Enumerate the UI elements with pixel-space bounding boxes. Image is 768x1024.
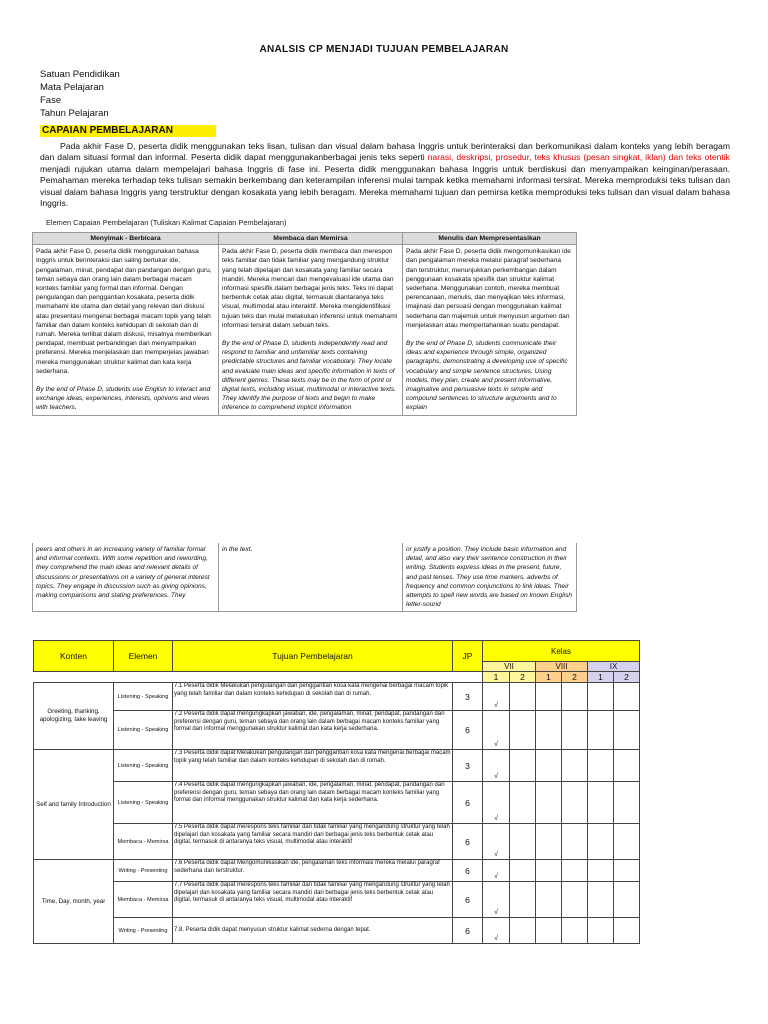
cp-text-en: By the end of Phase D, students communicate their ideas and experience through simple, organized paragraphs, demonstrating a developing use of specific vocabulary and simple sentence structures. Using models, they plan, create and present informative, imaginative and persuasive texts in simple and compound sentences to structure arguments and to explain xyxy=(406,340,568,412)
table-row xyxy=(34,711,640,750)
elemen-cell: Writing - Presenting xyxy=(114,918,173,944)
elemen-cell: Listening - Speaking xyxy=(114,750,173,782)
tp-header-tujuan: Tujuan Pembelajaran xyxy=(173,641,453,672)
cp-cont-menulis: or justify a position. They include basic information and detail, and also vary their sentence construction in their writing. Students express ideas in the present, future, and past tenses. They use time markers, adverbs of frequency and common conjunctions to link ideas. Their attempts to spell new words are based on known English letter-sound xyxy=(403,543,577,612)
document-title: ANALSIS CP MENJADI TUJUAN PEMBELAJARAN xyxy=(259,44,509,55)
jp-cell: 6 xyxy=(453,824,483,860)
cp-paragraph xyxy=(40,141,730,209)
cp-cell-membaca xyxy=(219,245,403,415)
cp-cell-menyimak xyxy=(33,245,219,415)
check-mark: √ xyxy=(483,824,510,860)
cp-para-b: menjadi rujukan utama dalam mempelajari bahasa Inggris di fase ini. Peserta didik menggunakan bahasa Inggris untuk berdiskusi dan menyampaikan keinginan/perasaan. Pemahaman mereka terhadap teks tulisan semakin berkembang dan keterampilan inferensi mulai tampak ketika memahami informasi tersirat. Mereka memproduksi teks tulisan dan visual dalam bahasa Inggris yang terstruktur dengan kosakata yang lebih beragam. Mereka memahami tujuan dan pemirsa ketika memproduksi teks tulisan dan visual dalam bahasa Inggris. xyxy=(40,163,730,209)
tp-cell: 7.3 Peserta didik dapat Melakukan pengulangan dan penggantian kosa kata mengenai berbagai macam topik yang telah familiar dan dalam konteks kehidupan di sekolah dan di rumah. xyxy=(173,750,453,782)
meta-tahun: Tahun Pelajaran xyxy=(40,108,109,119)
elemen-cell: Listening - Speaking xyxy=(114,782,173,824)
tp-cell: 7.4 Peserta didik dapat mengungkapkan jawaban, ide, pengalaman, minat, pendapat, pandangan dan preferensi dengan guru, teman sebaya dan orang lain dalam berbagai macam konteks familiar yang formal dan informal menggunakan struktur kalimat dan kata kerja sederhana. xyxy=(173,782,453,824)
elemen-cell: Listening - Speaking xyxy=(114,683,173,711)
table-row xyxy=(34,882,640,918)
check-mark: √ xyxy=(483,750,510,782)
check-mark: √ xyxy=(483,882,510,918)
tp-cell: 7.5 Peserta didik dapat merespons teks familiar dan tidak familiar yang mengandung struktur yang telah dipelajari dan kosakata yang familiar secara mandiri dari berbagai jenis teks berbentuk cetak atau digital, termasuk di antaranya teks visual, multimodal atau interaktif xyxy=(173,824,453,860)
tp-header-konten: Konten xyxy=(34,641,114,672)
cp-table-part1 xyxy=(32,232,578,454)
elemen-cell: Membaca - Memirsa xyxy=(114,824,173,860)
elemen-caption: Elemen Capaian Pembelajaran (Tuliskan Kalimat Capaian Pembelajaran) xyxy=(46,218,287,227)
tp-header-elemen: Elemen xyxy=(114,641,173,672)
grade-ix: IX xyxy=(588,662,640,672)
tp-cell: 7.1 Peserta didik Melakukan pengulangan dan penggantian kosa kata mengenai berbagai macam topik yang telah familiar dan dalam konteks kehidupan di sekolah dan di rumah. xyxy=(173,683,453,711)
tp-cell: 7.2 Peserta didik dapat mengungkapkan jawaban, ide, pengalaman, minat, pendapat, pandangan dan preferensi dengan guru, teman sebaya dan orang lain dalam berbagai macam konteks familiar yang formal dan informal menggunakan struktur kalimat dan kata kerja sederhana. xyxy=(173,711,453,750)
cp-cont-membaca: in the text. xyxy=(219,543,403,612)
meta-fase: Fase xyxy=(40,95,62,106)
sem-viii-1: 1 xyxy=(536,672,562,683)
jp-cell: 6 xyxy=(453,860,483,882)
sem-vii-2: 2 xyxy=(510,672,536,683)
cp-cell-menulis xyxy=(403,245,577,415)
sem-viii-2: 2 xyxy=(562,672,588,683)
check-mark: √ xyxy=(483,711,510,750)
jp-cell: 6 xyxy=(453,782,483,824)
cp-header-membaca: Membaca dan Memirsa xyxy=(219,233,403,245)
table-row xyxy=(34,824,640,860)
section-heading: CAPAIAN PEMBELAJARAN xyxy=(40,125,216,137)
grade-viii: VIII xyxy=(536,662,588,672)
meta-fields xyxy=(40,68,120,120)
table-row xyxy=(34,918,640,944)
elemen-cell: Writing - Presenting xyxy=(114,860,173,882)
check-mark: √ xyxy=(483,918,510,944)
table-row xyxy=(34,750,640,782)
grade-vii: VII xyxy=(483,662,536,672)
cp-header-menulis: Menulis dan Mempresentasikan xyxy=(403,233,577,245)
cp-table-continued xyxy=(32,543,577,612)
cp-text-id: Pada akhir Fase D, peserta didik mengomunikasikan ide dan pengalaman mereka melalui paragraf sederhana dan terstruktur, menunjukkan perkembangan dalam penggunaan kosakata spesifik dan struktur kalimat sederhana. Menggunakan contoh, mereka membuat perencanaan, menulis, dan menyajikan teks informasi, imajinasi dan persuasi dengan menggunakan kalimat sederhana dan majemuk untuk menyusun argumen dan menjelaskan atau mempertahankan suatu pendapat. xyxy=(406,248,571,329)
konten-cell: Greeting, thanking, apologizing, take leaving xyxy=(34,683,114,750)
elemen-cell: Listening - Speaking xyxy=(114,711,173,750)
table-row xyxy=(34,860,640,882)
konten-cell: Self and family Introduction xyxy=(34,750,114,860)
tp-cell: 7.7 Peserta didik dapat merespons teks familiar dan tidak familiar yang mengandung struktur yang telah dipelajari dan kosakata yang familiar secara mandiri dari berbagai jenis teks berbentuk cetak atau digital, termasuk di antaranya teks visual, multimodal atau interaktif xyxy=(173,882,453,918)
tp-header-jp: JP xyxy=(453,641,483,672)
cp-header-menyimak: Menyimak - Berbicara xyxy=(33,233,219,245)
sem-ix-1: 1 xyxy=(588,672,614,683)
cp-table-part2 xyxy=(32,543,578,633)
cp-text-en: By the end of Phase D, students independently read and respond to familiar and unfamiliar texts containing predictable structures and familiar vocabulary. They locate and evaluate main ideas and specific information in texts of different genres. These texts may be in the form of print or digital texts, including visual, multimodal or interactive texts. They identify the purpose of texts and begin to make inference to comprehend implicit information xyxy=(222,340,397,412)
meta-satuan: Satuan Pendidikan xyxy=(40,69,120,80)
sem-vii-1: 1 xyxy=(483,672,510,683)
cp-para-red: narasi, deskripsi, prosedur, teks khusus (pesan singkat, iklan) dan teks otentik xyxy=(427,152,730,163)
sem-ix-2: 2 xyxy=(614,672,640,683)
jp-cell: 6 xyxy=(453,882,483,918)
cp-text-id: Pada akhir Fase D, peserta didik membaca dan merespon teks familiar dan tidak familiar yang mengandung struktur yang telah dipelajari dan kosakata yang familiar secara mandiri. Mereka mencari dan mengevaluasi ide utama dan informasi spesifik dalam berbagai jenis teks. Teks ini dapat berbentuk cetak atau digital, termasuk diantaranya teks visual, multimodal atau interaktif. Mereka mengidentifikasi tujuan teks dan mulai melakukan inferensi untuk memahami informasi tersirat dalam sebuah teks. xyxy=(222,248,398,329)
cp-table xyxy=(32,232,577,416)
tp-header-kelas: Kelas xyxy=(483,641,640,662)
check-mark: √ xyxy=(483,782,510,824)
tp-cell: 7.8. Peserta didik dapat menyusun struktur kalimat sederna dengan tepat. xyxy=(173,918,453,944)
table-row xyxy=(34,782,640,824)
elemen-cell: Membaca - Memirsa xyxy=(114,882,173,918)
tp-cell: 7.6 Peserta didik dapat Mengomunikasikan ide, pengalaman teks informasi mereka melalui paragraf sederhana dan terstruktur. xyxy=(173,860,453,882)
jp-cell: 6 xyxy=(453,918,483,944)
check-mark: √ xyxy=(483,860,510,882)
konten-cell: Time, Day, month, year xyxy=(34,860,114,944)
cp-para-a: Pada akhir Fase D, peserta didik menggunakan teks lisan, tulisan dan visual dalam bahasa Inggris untuk berinteraksi dan berkomunikasi dalam konteks yang lebih beragam dan dalam situasi formal dan informal. Peserta didik dapat menggunakanberbagai jenis teks seperti xyxy=(40,141,730,163)
cp-text-en: By the end of Phase D, students use English to interact and exchange ideas, experiences, interests, opinions and views with teachers, xyxy=(36,386,211,412)
jp-cell: 3 xyxy=(453,683,483,711)
meta-mapel: Mata Pelajaran xyxy=(40,82,104,93)
cp-cont-menyimak: peers and others in an increasing variety of familiar formal and informal contexts. With some repetition and rewording, they comprehend the main ideas and relevant details of discussions or presentations on a variety of general interest topics. They engage in discussion such as giving opinions, making comparisons and stating preferences. They xyxy=(33,543,219,612)
cp-text-id: Pada akhir Fase D, peserta didik menggunakan bahasa Inggris untuk berinteraksi dan saling bertukar ide, pengalaman, minat, pendapat dan pandangan dengan guru, teman sebaya dan orang lain dalam berbagai macam konteks familiar yang formal dan informal. Dengan pengulangan dan penggantian kosakata, peserta didik memahami ide utama dan detail yang relevan dari diskusi atau presentasi mengenai berbagai macam topik yang telah familiar dan dalam konteks kehidupan di sekolah dan di rumah. Mereka terlibat dalam diskusi, misalnya memberikan pendapat, membuat perbandingan dan menyampaikan preferensi. Mereka menjelaskan dan memperjelas jawaban mereka menggunakan struktur kalimat dan kata kerja sederhana. xyxy=(36,248,212,375)
jp-cell: 6 xyxy=(453,711,483,750)
check-mark: √ xyxy=(483,683,510,711)
table-row xyxy=(34,683,640,711)
tp-table xyxy=(33,640,640,944)
jp-cell: 3 xyxy=(453,750,483,782)
